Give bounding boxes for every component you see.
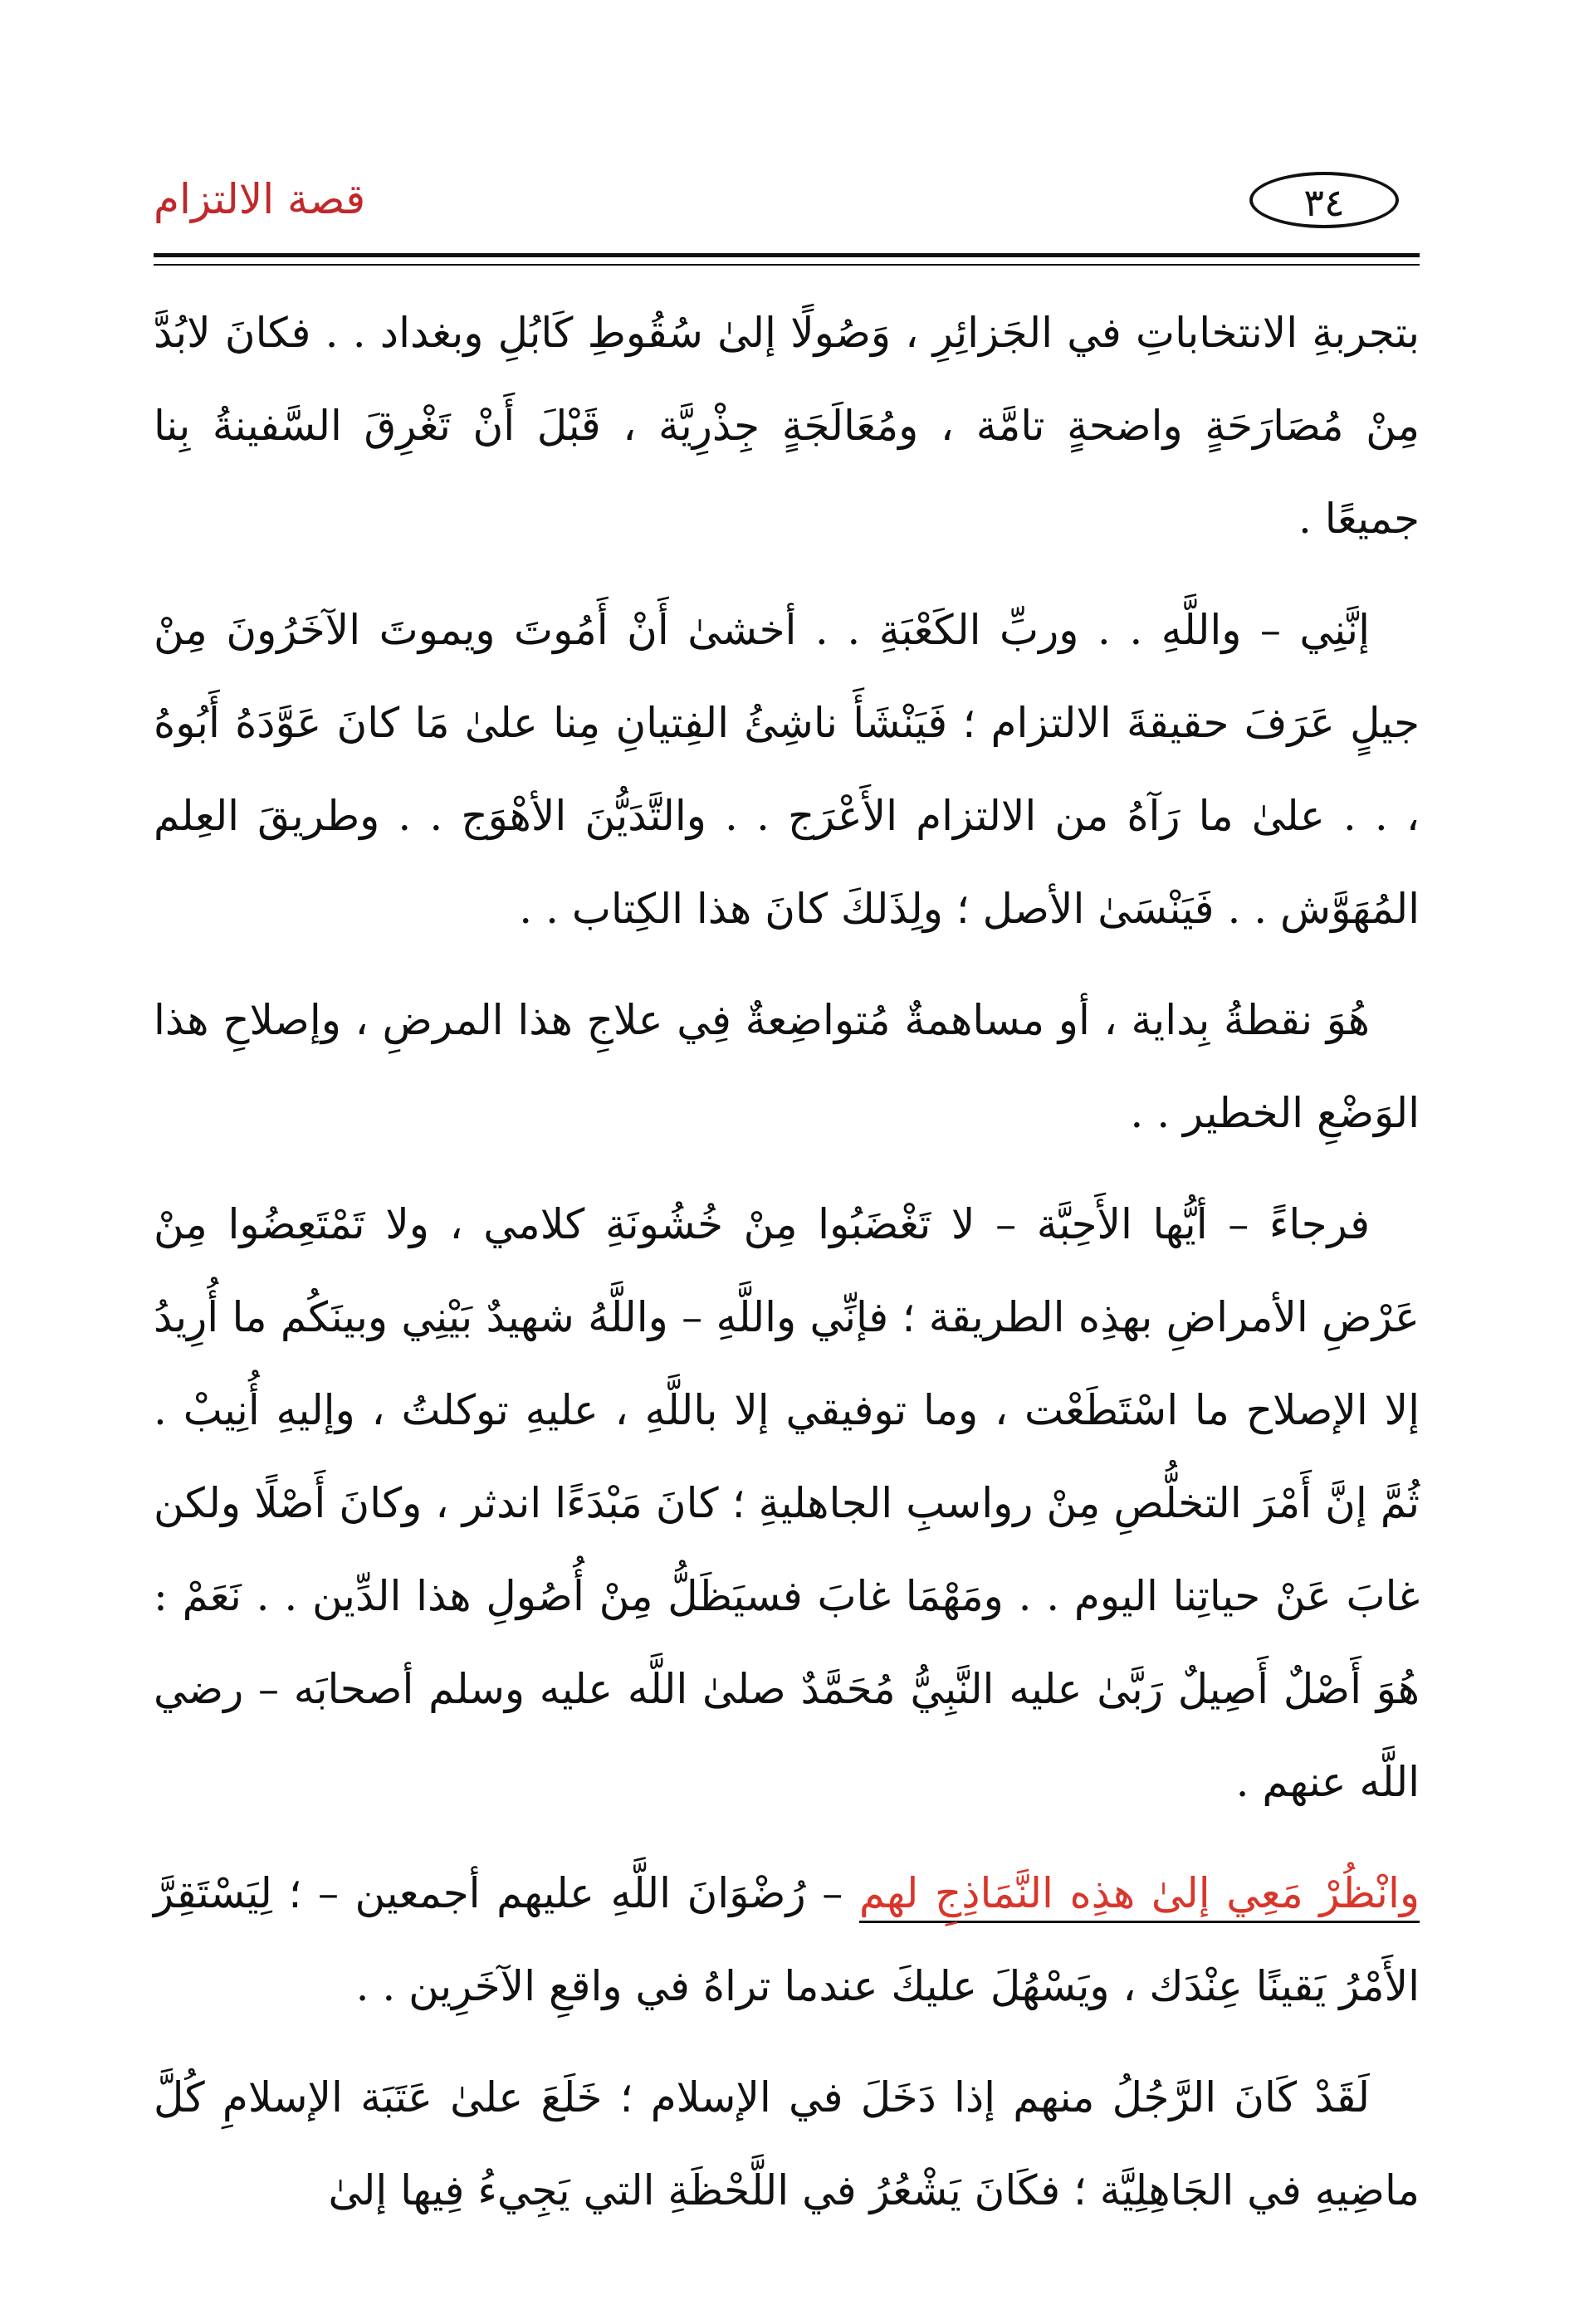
highlighted-phrase: وانْظُرْ مَعِي إلىٰ هذِه النَّمَاذِجِ لهم [859, 1869, 1420, 1923]
paragraph-1: بتجربةِ الانتخاباتِ في الجَزائِرِ ، وَصُولًا إلىٰ سُقُوطِ كَابُلِ وبغداد . . فكانَ لابُدَّ مِنْ مُصَارَحَةٍ واضحةٍ تامَّة ، ومُعَالَجَةٍ جِذْرِيَّة ، قَبْلَ أَنْ تَغْرِقَ السَّفينةُ بِنا جميعًا . [154, 309, 1420, 543]
body-text [154, 286, 1420, 2255]
book-title: قصة الالتزام [154, 175, 366, 223]
header-rule-thin [154, 264, 1420, 266]
page-header [154, 154, 1420, 257]
paragraph-4: فرجاءً – أيُّها الأَحِبَّة – لا تَغْضَبُوا مِنْ خُشُونَةِ كلامي ، ولا تَمْتَعِضُوا مِنْ عَرْضِ الأمراضِ بهذِه الطريقة ؛ فإنِّي واللَّهِ – واللَّهُ شهيدٌ بَيْنِي وبينَكُم ما أُرِيدُ إلا الإصلاح ما اسْتَطَعْت ، وما توفيقي إلا باللَّهِ ، عليهِ توكلتُ ، وإليهِ أُنِيبْ . ثُمَّ إنَّ أَمْرَ التخلُّصِ مِنْ رواسبِ الجاهليةِ ؛ كانَ مَبْدَءًا اندثر ، وكانَ أَصْلًا ولكن غابَ عَنْ حياتِنا اليوم . . ومَهْمَا غابَ فسيَظَلُّ مِنْ أُصُولِ هذا الدِّين . . نَعَمْ : هُوَ أَصْلٌ أَصِيلٌ رَبَّىٰ عليه النَّبِيُّ مُحَمَّدٌ صلىٰ اللَّه عليه وسلم أصحابَه – رضي اللَّه عنهم . [154, 1200, 1420, 1806]
header-rule-thick [154, 253, 1420, 257]
paragraph-5 [154, 1847, 1420, 2033]
paragraph-5-text: – رُضْوَانَ اللَّهِ عليهم أجمعين – ؛ لِيَسْتَقِرَّ الأَمْرُ يَقينًا عِنْدَك ، ويَسْهُلَ عليكَ عندما تراهُ في واقعِ الآخَرِين . . [154, 1869, 1420, 2010]
paragraph-2: إنَّنِي – واللَّهِ . . وربِّ الكَعْبَةِ . . أخشىٰ أَنْ أَمُوتَ ويموتَ الآخَرُونَ مِنْ جيلٍ عَرَفَ حقيقةَ الالتزام ؛ فَيَنْشَأَ ناشِئُ الفِتيانِ مِنا علىٰ مَا كانَ عَوَّدَهُ أَبُوهُ ، . . علىٰ ما رَآهُ من الالتزام الأَعْرَج . . والتَّدَيُّنَ الأهْوَج . . وطريقَ العِلم المُهَوَّش . . فَيَنْسَىٰ الأصل ؛ ولِذَلكَ كانَ هذا الكِتاب . . [154, 606, 1420, 933]
paragraph-6: لَقَدْ كَانَ الرَّجُلُ منهم إذا دَخَلَ في الإسلام ؛ خَلَعَ علىٰ عَتَبَة الإسلامِ كُلَّ ماضِيهِ في الجَاهِلِيَّة ؛ فكَانَ يَشْعُرُ في اللَّحْظَةِ التي يَجِيءُ فِيها إلىٰ [154, 2073, 1420, 2214]
page-number-badge: ٣٤ [1249, 172, 1399, 228]
paragraph-3: هُوَ نقطةُ بِداية ، أو مساهمةٌ مُتواضِعةٌ فِي علاجِ هذا المرضِ ، وإصلاحِ هذا الوَضْعِ الخطير . . [154, 996, 1420, 1137]
